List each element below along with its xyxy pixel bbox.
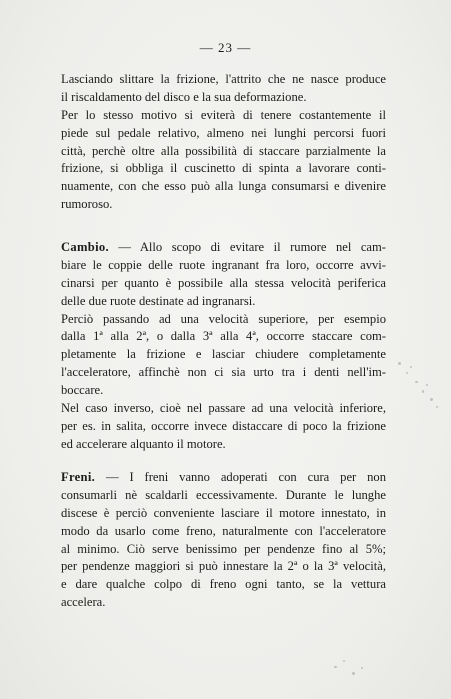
text-line: città, perchè oltre alla possibilità di staccare parzialmente la xyxy=(61,143,386,158)
scan-speck xyxy=(410,366,412,368)
text-line: al minimo. Ciò serve benissimo per pendenze fino al 5%; xyxy=(61,541,386,556)
text-line: ed accelerare alquanto il motore. xyxy=(61,436,226,451)
text-line: per pendenze maggiori si può innestare la 2ª o la 3ª velocità, xyxy=(61,559,386,574)
page-number: — 23 — xyxy=(199,40,252,55)
text-line: Lasciando slittare la frizione, l'attrito che ne nasce produce xyxy=(61,72,386,86)
text-line: piede sul pedale relativo, almeno nei lunghi percorsi fuori xyxy=(61,125,386,140)
scan-speck xyxy=(430,398,433,401)
text-line: biare le coppie delle ruote ingranant fra loro, occorre avvi- xyxy=(61,257,386,272)
text-line: nuamente, con che esso può alla lunga consumarsi e divenire xyxy=(61,179,386,194)
text-line: modo da usarlo come freno, naturalmente con l'acceleratore xyxy=(61,523,386,538)
text-line: il riscaldamento del disco e la sua deformazione. xyxy=(61,89,307,104)
freni-first-line-text: — I freni vanno adoperati con cura per non xyxy=(95,470,386,484)
cambio-first-line xyxy=(61,239,386,257)
freni-section xyxy=(61,469,386,612)
text-line: frizione, si obbliga il cuscinetto di spinta a lavorare conti- xyxy=(61,161,386,176)
text-line: per es. in salita, occorre invece distaccare di poco la frizione xyxy=(61,418,386,433)
scan-speck xyxy=(426,384,428,386)
scan-speck xyxy=(398,362,401,365)
paragraph xyxy=(61,107,386,214)
freni-first-line xyxy=(61,469,386,487)
scan-speck xyxy=(361,667,363,669)
intro-section xyxy=(61,71,386,214)
scan-speck xyxy=(422,390,424,393)
text-line: Perciò passando ad una velocità superiore, per esempio xyxy=(61,311,386,326)
text-line: l'acceleratore, affinchè non ci sia urto tra i denti nell'im- xyxy=(61,365,386,380)
cambio-heading: Cambio. xyxy=(61,240,109,254)
paragraph xyxy=(61,71,386,107)
scan-speck xyxy=(352,672,355,675)
scan-speck xyxy=(415,381,418,383)
scan-speck xyxy=(406,372,408,374)
text-line: rumoroso. xyxy=(61,197,113,212)
cambio-section xyxy=(61,239,386,454)
text-line: consumarli nè scaldarli eccessivamente. Durante le lunghe xyxy=(61,487,386,502)
scan-speck xyxy=(436,406,438,408)
text-line: delle due ruote destinate ad ingranarsi. xyxy=(61,293,256,308)
scan-speck xyxy=(343,660,345,662)
freni-heading: Freni. xyxy=(61,470,96,484)
cambio-first-line-text: — Allo scopo di evitare il rumore nel cam- xyxy=(108,240,386,254)
text-line: dalla 1ª alla 2ª, o dalla 3ª alla 4ª, occorre staccare com- xyxy=(61,329,386,344)
text-line: e dare qualche colpo di freno ogni tanto, se la vettura xyxy=(61,577,386,592)
text-line: pletamente la frizione e lasciar chiudere completamente xyxy=(61,347,386,362)
text-line: discese è perciò conveniente lasciare il motore innestato, in xyxy=(61,505,386,520)
text-line: cinarsi per quanto è possibile alla stessa velocità periferica xyxy=(61,275,386,290)
text-line: Per lo stesso motivo si eviterà di tenere costantemente il xyxy=(61,107,386,122)
scan-speck xyxy=(334,666,337,668)
text-line: boccare. xyxy=(61,383,104,398)
text-line: Nel caso inverso, cioè nel passare ad una velocità inferiore, xyxy=(61,401,386,416)
text-line: accelera. xyxy=(61,595,106,610)
